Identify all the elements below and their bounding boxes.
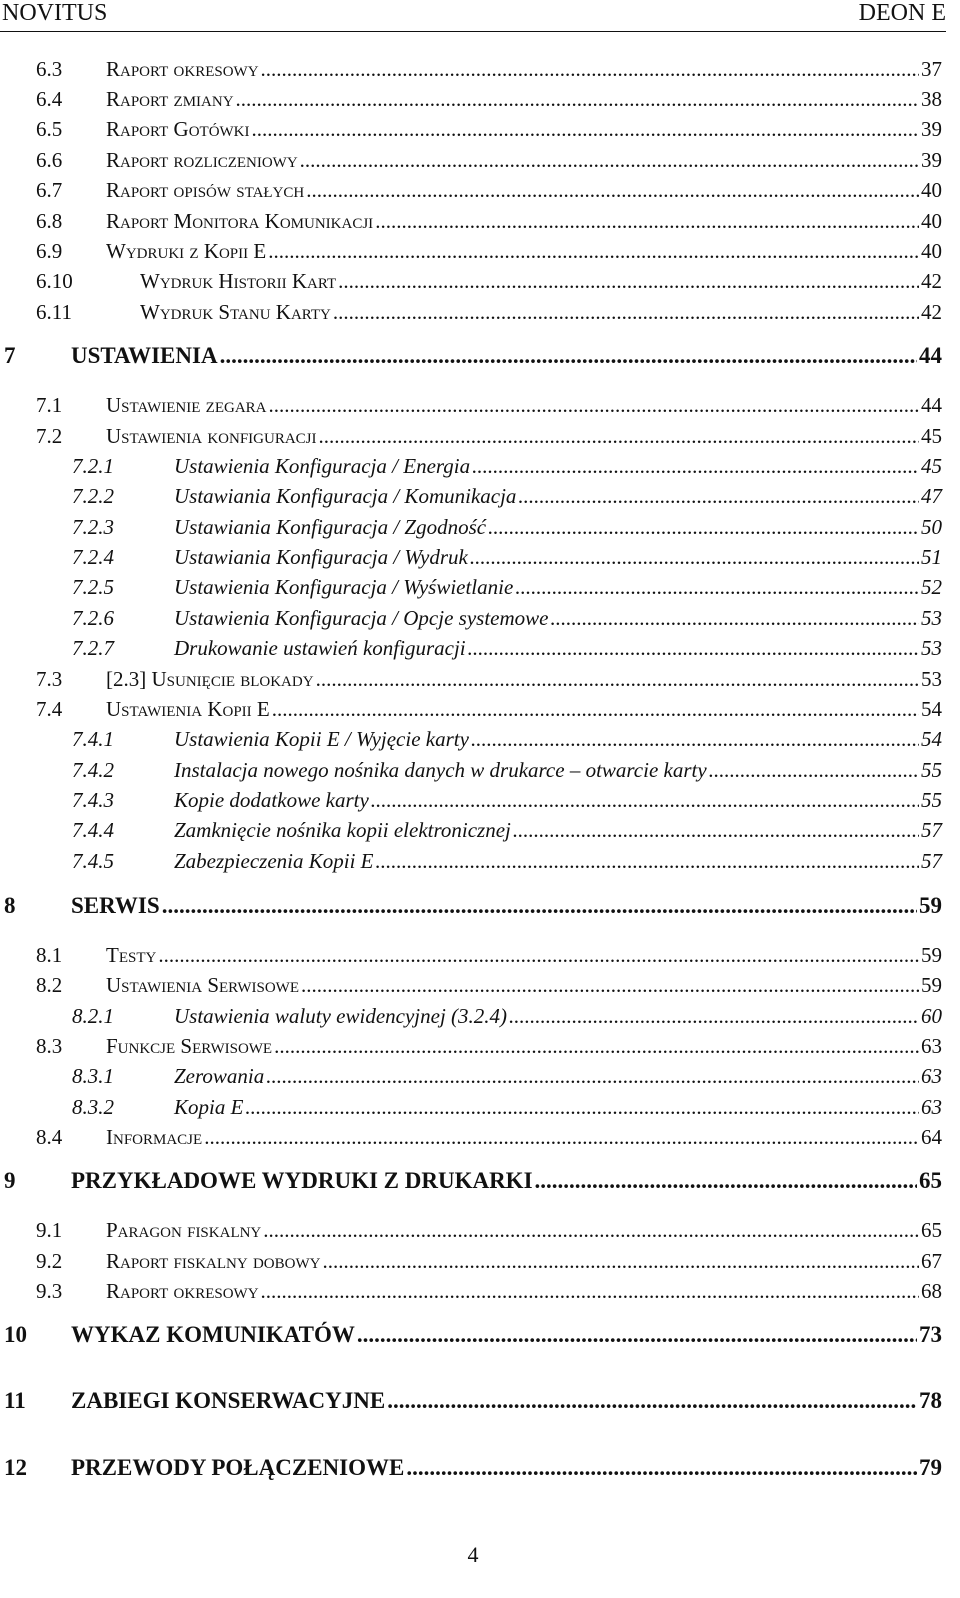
toc-leader-dots: [252, 117, 919, 142]
toc-entry-page: 38: [921, 87, 942, 111]
toc-entry-number: 8.1: [36, 943, 63, 967]
toc-entry-title: Raport rozliczeniowy: [106, 148, 298, 172]
toc-entry[interactable]: [0, 727, 942, 752]
toc-leader-dots: [268, 393, 919, 418]
toc-entry[interactable]: [0, 117, 942, 142]
toc-entry[interactable]: [0, 818, 942, 843]
toc-entry-number: 7.4.3: [72, 788, 114, 812]
toc-entry-number: 10: [4, 1322, 27, 1347]
toc-entry-title: Wydruk Stanu Karty: [140, 300, 331, 324]
toc-entry-page: 78: [919, 1388, 942, 1413]
toc-leader-dots: [158, 943, 919, 968]
toc-entry[interactable]: [0, 893, 942, 919]
toc-entry[interactable]: [0, 943, 942, 968]
toc-entry-title: Wydruk Historii Kart: [140, 269, 337, 293]
toc-entry-page: 51: [921, 545, 942, 569]
toc-entry-page: 52: [921, 575, 942, 599]
toc-entry-title: WYKAZ KOMUNIKATÓW: [71, 1322, 355, 1347]
toc-entry[interactable]: [0, 1125, 942, 1150]
toc-entry[interactable]: [0, 515, 942, 540]
toc-entry-page: 44: [919, 343, 942, 368]
toc-entry-number: 8.2.1: [72, 1004, 114, 1028]
toc-entry-number: 6.6: [36, 148, 63, 172]
toc-entry[interactable]: [0, 57, 942, 82]
toc-entry-number: 11: [4, 1388, 26, 1413]
header-brand: NOVITUS: [2, 0, 108, 26]
toc-leader-dots: [263, 1218, 919, 1243]
toc-entry-page: 63: [921, 1034, 942, 1058]
toc-entry-page: 50: [921, 515, 942, 539]
toc-entry-title: Kopia E: [174, 1095, 244, 1119]
toc-entry-title: Raport Monitora Komunikacji: [106, 209, 374, 233]
toc-leader-dots: [204, 1125, 919, 1150]
toc-entry[interactable]: [0, 1249, 942, 1274]
toc-entry[interactable]: [0, 1279, 942, 1304]
toc-entry-page: 53: [921, 667, 942, 691]
toc-leader-dots: [709, 758, 919, 783]
toc-entry-number: 6.11: [36, 300, 72, 324]
toc-entry-title: Ustawienia Konfiguracja / Opcje systemowe: [174, 606, 549, 630]
toc-leader-dots: [509, 1004, 919, 1029]
toc-entry-number: 8.3: [36, 1034, 63, 1058]
toc-leader-dots: [245, 1095, 919, 1120]
page-number: 4: [467, 1542, 479, 1567]
toc-entry[interactable]: [0, 545, 942, 570]
toc-entry-title: Paragon fiskalny: [106, 1218, 262, 1242]
toc-entry[interactable]: [0, 393, 942, 418]
toc-entry-page: 59: [921, 943, 942, 967]
toc-entry-page: 42: [921, 269, 942, 293]
toc-entry-number: 6.7: [36, 178, 63, 202]
toc-leader-dots: [300, 148, 919, 173]
toc-entry-page: 79: [919, 1455, 942, 1480]
toc-entry-page: 44: [921, 393, 942, 417]
toc-leader-dots: [162, 893, 917, 919]
toc-entry[interactable]: [0, 454, 942, 479]
toc-leader-dots: [472, 454, 919, 479]
toc-leader-dots: [220, 343, 917, 369]
toc-entry[interactable]: [0, 606, 942, 631]
toc-entry-title: Raport opisów stałych: [106, 178, 305, 202]
toc-entry-number: 7.4: [36, 697, 63, 721]
toc-entry-page: 45: [921, 424, 942, 448]
toc-entry-title: USTAWIENIA: [71, 343, 218, 368]
toc-entry-page: 59: [921, 973, 942, 997]
toc-entry-title: Ustawienia Serwisowe: [106, 973, 299, 997]
toc-entry[interactable]: [0, 269, 942, 294]
toc-entry-number: 6.4: [36, 87, 63, 111]
toc-entry-number: 7.2.4: [72, 545, 114, 569]
toc-leader-dots: [515, 575, 919, 600]
toc-entry-page: 37: [921, 57, 942, 81]
toc-leader-dots: [316, 667, 919, 692]
toc-entry-page: 54: [921, 727, 942, 751]
toc-entry-number: 7.2.7: [72, 636, 114, 660]
toc-leader-dots: [306, 178, 919, 203]
toc-entry-title: Ustawiania Konfiguracja / Zgodność: [174, 515, 487, 539]
toc-entry-title: Raport okresowy: [106, 57, 259, 81]
toc-entry-page: 55: [921, 788, 942, 812]
toc-entry-number: 7.3: [36, 667, 63, 691]
toc-entry-number: 9.1: [36, 1218, 63, 1242]
toc-entry-title: Zerowania: [174, 1064, 265, 1088]
toc-entry-number: 8.2: [36, 973, 63, 997]
toc-entry[interactable]: [0, 1004, 942, 1029]
header-model: DEON E: [858, 0, 946, 26]
toc-entry-title: Wydruki z Kopii E: [106, 239, 267, 263]
toc-entry-number: 7.2.3: [72, 515, 114, 539]
toc-entry-page: 63: [921, 1095, 942, 1119]
toc-leader-dots: [513, 818, 919, 843]
toc-entry-title: PRZYKŁADOWE WYDRUKI Z DRUKARKI: [71, 1168, 533, 1193]
toc-entry-title: Ustawienia konfiguracji: [106, 424, 317, 448]
toc-entry-page: 68: [921, 1279, 942, 1303]
toc-entry[interactable]: [0, 1064, 942, 1089]
toc-entry[interactable]: [0, 484, 942, 509]
toc-entry-page: 40: [921, 209, 942, 233]
toc-entry-title: Drukowanie ustawień konfiguracji: [174, 636, 466, 660]
toc-entry-number: 6.9: [36, 239, 63, 263]
toc-leader-dots: [266, 1064, 919, 1089]
toc-entry-page: 55: [921, 758, 942, 782]
toc-entry[interactable]: [0, 849, 942, 874]
toc-entry-page: 47: [921, 484, 942, 508]
toc-leader-dots: [471, 727, 919, 752]
toc-entry[interactable]: [0, 148, 942, 173]
toc-entry-number: 6.3: [36, 57, 63, 81]
toc-entry-title: ZABIEGI KONSERWACYJNE: [71, 1388, 386, 1413]
toc-leader-dots: [375, 209, 919, 234]
toc-leader-dots: [518, 484, 919, 509]
toc-entry[interactable]: [0, 636, 942, 661]
toc-entry-page: 45: [921, 454, 942, 478]
toc-entry[interactable]: [0, 1218, 942, 1243]
toc-entry-number: 6.10: [36, 269, 73, 293]
toc-leader-dots: [301, 973, 919, 998]
toc-entry-title: Testy: [106, 943, 157, 967]
toc-leader-dots: [375, 849, 919, 874]
toc-leader-dots: [319, 424, 919, 449]
toc-entry[interactable]: [0, 788, 942, 813]
toc-entry-number: 7.4.1: [72, 727, 114, 751]
toc-leader-dots: [488, 515, 919, 540]
toc-entry[interactable]: [0, 178, 942, 203]
toc-entry-number: 8.4: [36, 1125, 63, 1149]
page-header: [0, 0, 946, 32]
toc-entry-title: Informacje: [106, 1125, 203, 1149]
toc-entry-title: Ustawienia Kopii E: [106, 697, 270, 721]
toc-entry-title: Ustawiania Konfiguracja / Komunikacja: [174, 484, 517, 508]
toc-entry-page: 63: [921, 1064, 942, 1088]
toc-entry-title: Raport zmiany: [106, 87, 234, 111]
toc-entry-number: 8.3.1: [72, 1064, 114, 1088]
toc-entry-number: 9.2: [36, 1249, 63, 1273]
toc-entry-title: Zabezpieczenia Kopii E: [174, 849, 374, 873]
toc-entry-number: 7.4.5: [72, 849, 114, 873]
toc-entry-title: Raport Gotówki: [106, 117, 250, 141]
toc-entry-title: Ustawienia waluty ewidencyjnej (3.2.4): [174, 1004, 508, 1028]
toc-entry-page: 53: [921, 636, 942, 660]
toc-leader-dots: [357, 1322, 917, 1348]
toc-entry-title: Ustawiania Konfiguracja / Wydruk: [174, 545, 468, 569]
toc-entry-number: 9.3: [36, 1279, 63, 1303]
toc-entry[interactable]: [0, 575, 942, 600]
toc-entry[interactable]: [0, 1322, 942, 1348]
toc-entry-title: Instalacja nowego nośnika danych w drukarce – otwarcie karty: [174, 758, 707, 782]
toc-entry-page: 59: [919, 893, 942, 918]
toc-entry[interactable]: [0, 1168, 942, 1194]
toc-leader-dots: [371, 788, 919, 813]
toc-leader-dots: [468, 636, 919, 661]
toc-entry-number: 8.3.2: [72, 1095, 114, 1119]
toc-leader-dots: [272, 697, 919, 722]
toc-entry[interactable]: [0, 424, 942, 449]
toc-entry-page: 65: [919, 1168, 942, 1193]
toc-entry-page: 53: [921, 606, 942, 630]
toc-entry[interactable]: [0, 1388, 942, 1414]
toc-entry[interactable]: [0, 1095, 942, 1120]
toc-leader-dots: [261, 57, 919, 82]
toc-entry-title: Ustawienia Konfiguracja / Wyświetlanie: [174, 575, 514, 599]
toc-leader-dots: [338, 269, 919, 294]
toc-entry-number: 7.2.5: [72, 575, 114, 599]
toc-entry-number: 7: [4, 343, 16, 368]
toc-leader-dots: [236, 87, 919, 112]
toc-entry[interactable]: [0, 973, 942, 998]
toc-entry-page: 57: [921, 818, 942, 842]
toc-entry-number: 7.2.6: [72, 606, 114, 630]
toc-entry-number: 12: [4, 1455, 27, 1480]
toc-entry-number: 6.8: [36, 209, 63, 233]
toc-leader-dots: [261, 1279, 919, 1304]
toc-entry-title: Raport fiskalny dobowy: [106, 1249, 321, 1273]
toc-entry[interactable]: [0, 1455, 942, 1481]
toc-leader-dots: [274, 1034, 919, 1059]
toc-entry[interactable]: [0, 667, 942, 692]
toc-entry-page: 73: [919, 1322, 942, 1347]
toc-entry-title: Raport okresowy: [106, 1279, 259, 1303]
toc-entry[interactable]: [0, 239, 942, 264]
toc-entry-page: 67: [921, 1249, 942, 1273]
toc-entry[interactable]: [0, 697, 942, 722]
toc-entry-page: 40: [921, 178, 942, 202]
toc-entry-title: SERWIS: [71, 893, 160, 918]
toc-leader-dots: [406, 1455, 917, 1481]
toc-entry-title: Ustawienie zegara: [106, 393, 267, 417]
toc-entry[interactable]: [0, 343, 942, 369]
toc-entry[interactable]: [0, 209, 942, 234]
toc-entry-number: 7.2: [36, 424, 63, 448]
toc-entry[interactable]: [0, 1034, 942, 1059]
toc-entry-number: 7.1: [36, 393, 63, 417]
toc-entry-page: 60: [921, 1004, 942, 1028]
toc-entry-title: Kopie dodatkowe karty: [174, 788, 369, 812]
toc-entry-title: Ustawienia Kopii E / Wyjęcie karty: [174, 727, 469, 751]
toc-leader-dots: [322, 1249, 919, 1274]
toc-entry-number: 7.2.1: [72, 454, 114, 478]
toc-leader-dots: [387, 1388, 917, 1414]
toc-entry-page: 57: [921, 849, 942, 873]
toc-entry-page: 64: [921, 1125, 942, 1149]
toc-entry[interactable]: [0, 87, 942, 112]
toc-leader-dots: [535, 1168, 917, 1194]
toc-entry[interactable]: [0, 758, 942, 783]
toc-entry-number: 8: [4, 893, 16, 918]
toc-leader-dots: [550, 606, 919, 631]
toc-entry-page: 39: [921, 148, 942, 172]
toc-entry-number: 6.5: [36, 117, 63, 141]
toc-leader-dots: [333, 300, 919, 325]
toc-entry-title: Zamknięcie nośnika kopii elektronicznej: [174, 818, 511, 842]
toc-entry-page: 39: [921, 117, 942, 141]
toc-leader-dots: [268, 239, 919, 264]
toc-leader-dots: [470, 545, 919, 570]
toc-entry-page: 42: [921, 300, 942, 324]
toc-entry-number: 7.2.2: [72, 484, 114, 508]
toc-entry-page: 54: [921, 697, 942, 721]
toc-entry-number: 9: [4, 1168, 16, 1193]
toc-entry-number: 7.4.2: [72, 758, 114, 782]
toc-entry-title: Funkcje Serwisowe: [106, 1034, 273, 1058]
toc-entry-title: PRZEWODY POŁĄCZENIOWE: [71, 1455, 405, 1480]
toc-entry-number: 7.4.4: [72, 818, 114, 842]
toc-entry-title: [2.3] Usunięcie blokady: [106, 667, 314, 691]
toc-entry-page: 65: [921, 1218, 942, 1242]
toc-entry[interactable]: [0, 300, 942, 325]
toc-entry-title: Ustawienia Konfiguracja / Energia: [174, 454, 471, 478]
toc-entry-page: 40: [921, 239, 942, 263]
